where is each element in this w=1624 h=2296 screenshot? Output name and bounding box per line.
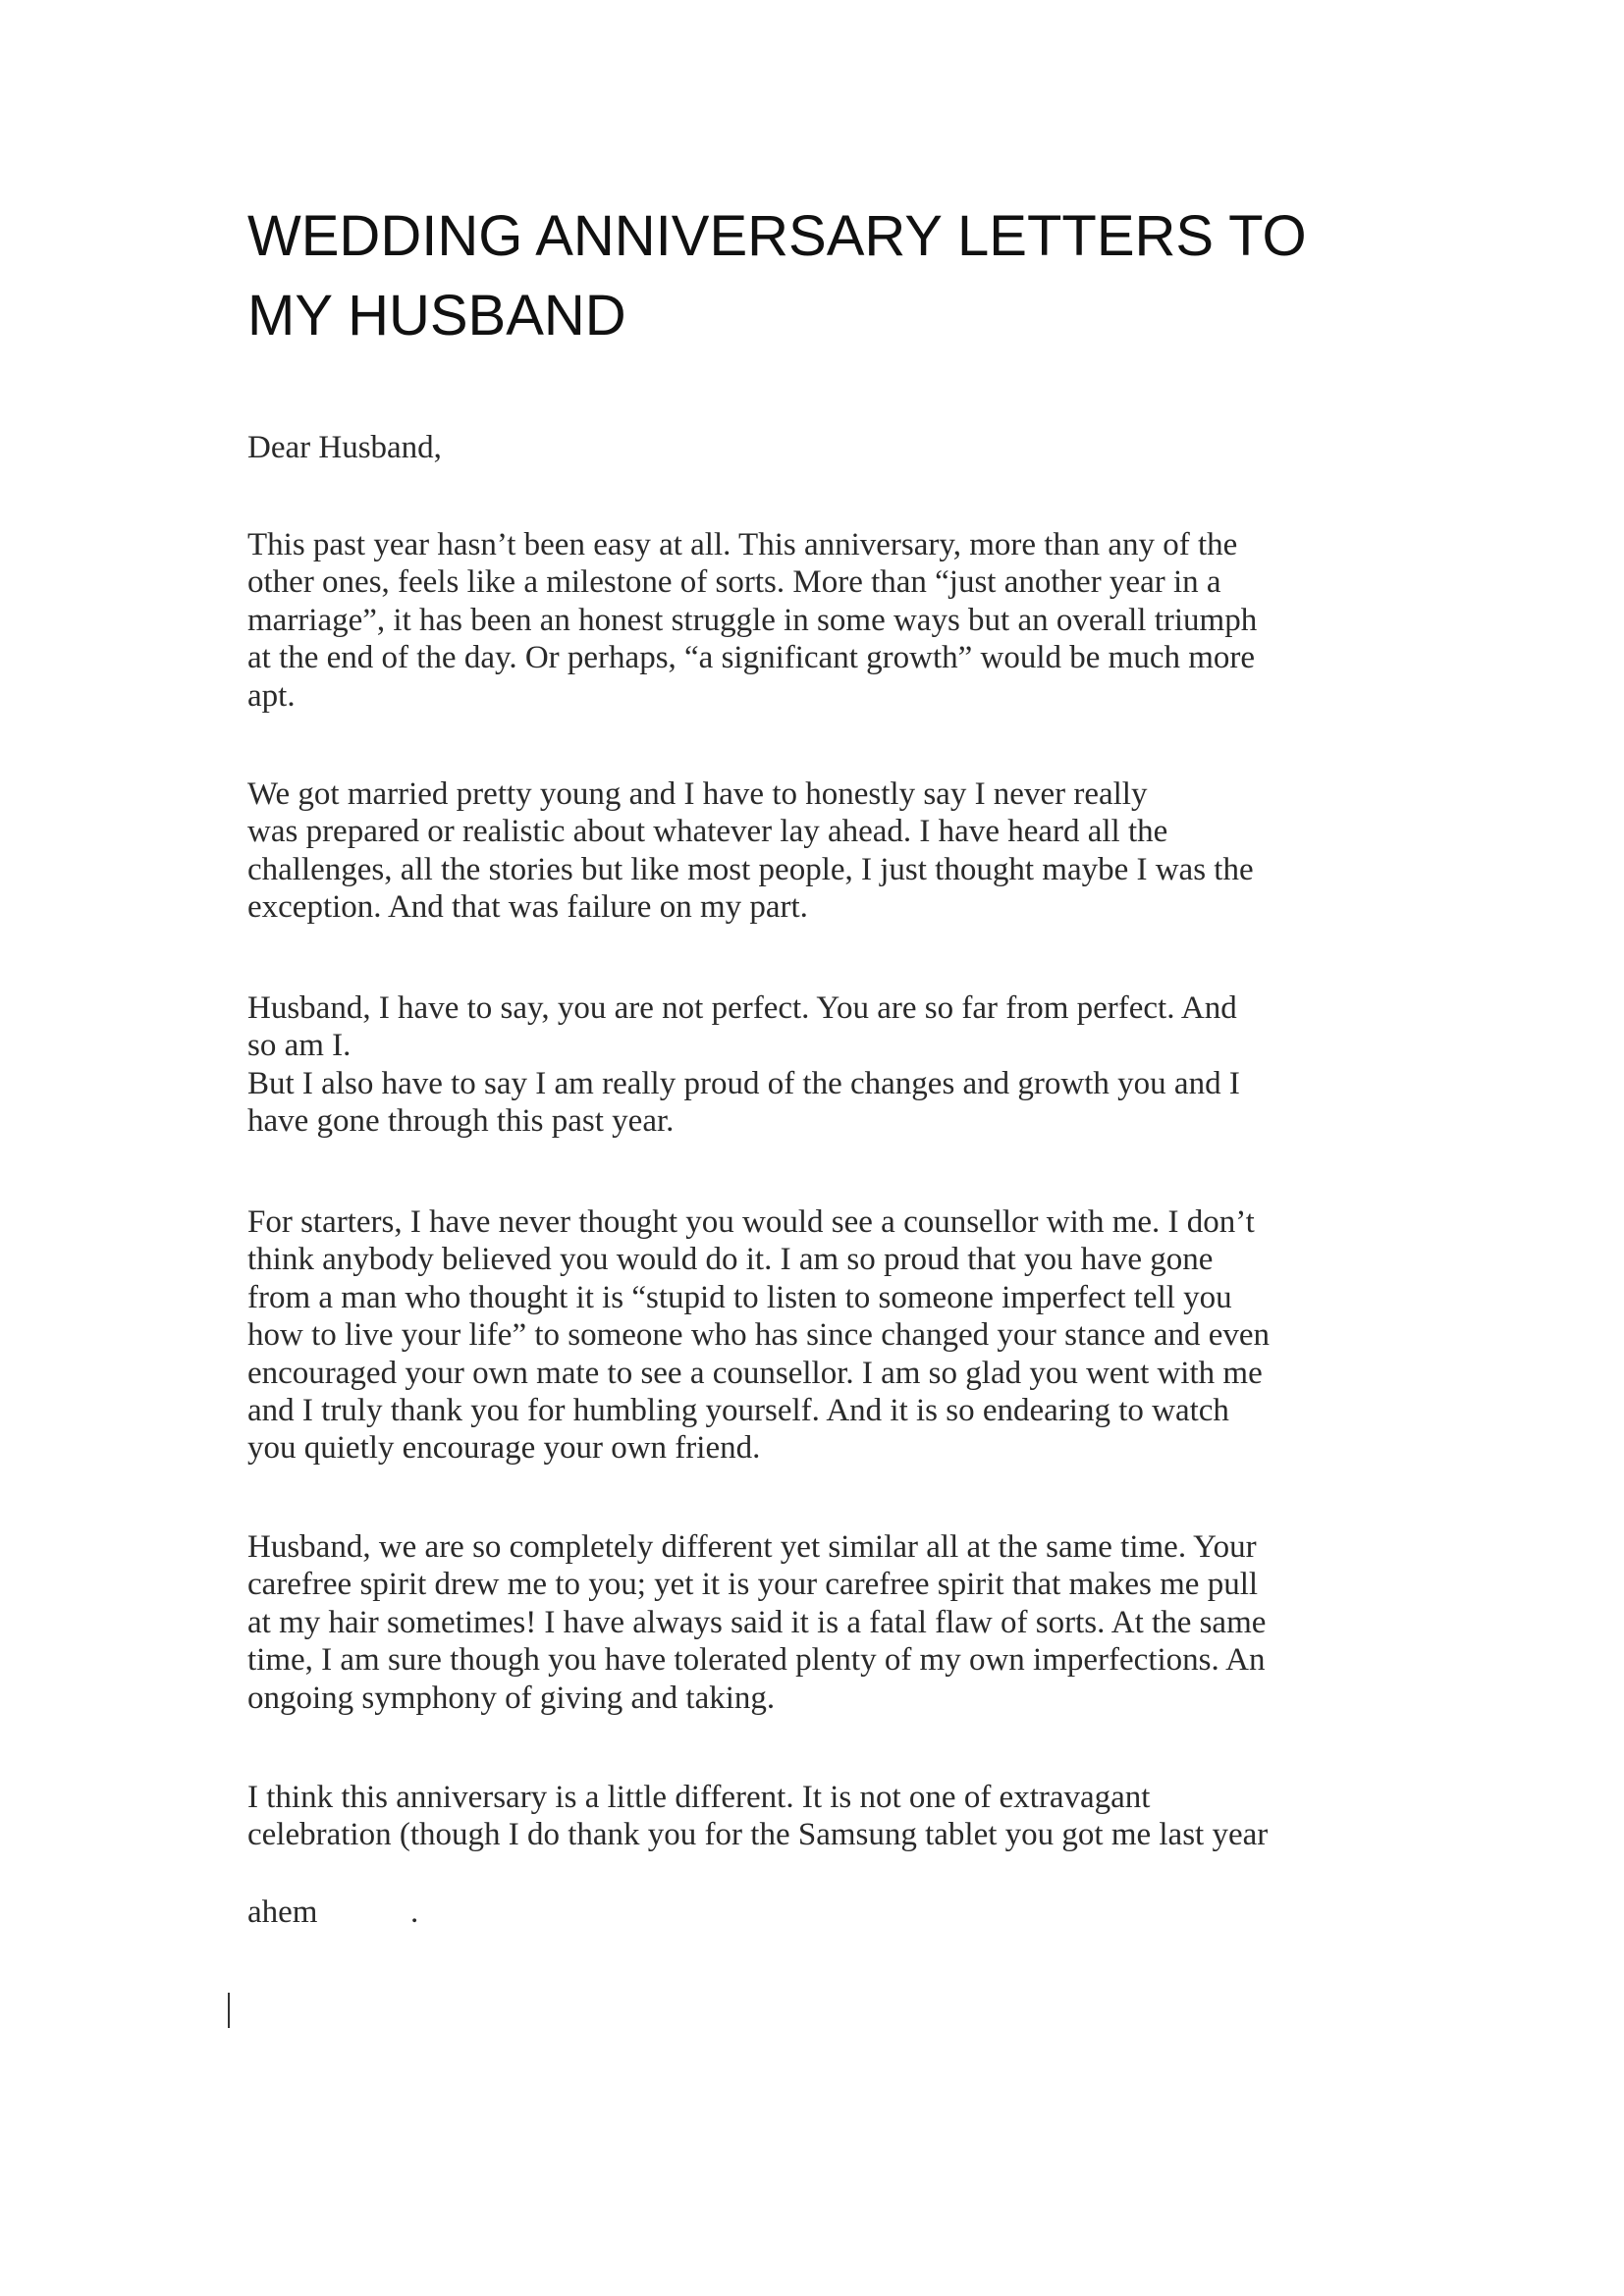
text-line: and I truly thank you for humbling yourself. And it is so endearing to watch xyxy=(247,1393,1229,1429)
trailing-line xyxy=(247,1894,419,1931)
text-line: encouraged your own mate to see a counsellor. I am so glad you went with me xyxy=(247,1355,1263,1391)
paragraph-5 xyxy=(247,1528,1266,1717)
paragraph-2 xyxy=(247,775,1254,927)
salutation-text: Dear Husband, xyxy=(247,430,442,465)
text-line: how to live your life” to someone who has since changed your stance and even xyxy=(247,1317,1271,1354)
paragraph-1 xyxy=(247,526,1257,715)
text-line: other ones, feels like a milestone of sorts. More than “just another year in a xyxy=(247,564,1221,601)
paragraph-3 xyxy=(247,989,1240,1141)
text-line: think anybody believed you would do it. I am so proud that you have gone xyxy=(247,1242,1214,1278)
text-line: Husband, I have to say, you are not perfect. You are so far from perfect. And xyxy=(247,990,1237,1026)
text-line: was prepared or realistic about whatever lay ahead. I have heard all the xyxy=(247,814,1168,850)
text-line: marriage”, it has been an honest struggle in some ways but an overall triumph xyxy=(247,602,1258,638)
paragraph-6 xyxy=(247,1779,1268,1854)
text-line: time, I am sure though you have tolerated plenty of my own imperfections. An xyxy=(247,1642,1266,1679)
text-line: ongoing symphony of giving and taking. xyxy=(247,1680,776,1716)
text-line: This past year hasn’t been easy at all. This anniversary, more than any of the xyxy=(247,527,1238,562)
paragraph-4 xyxy=(247,1203,1270,1468)
salutation xyxy=(247,429,442,466)
text-line: celebration (though I do thank you for the Samsung tablet you got me last year xyxy=(247,1817,1269,1853)
text-line: so am I. xyxy=(247,1028,352,1064)
text-line: challenges, all the stories but like most people, I just thought maybe I was the xyxy=(247,851,1254,887)
text-line: you quietly encourage your own friend. xyxy=(247,1430,761,1467)
text-cursor xyxy=(228,1993,230,2028)
document-title xyxy=(247,196,1307,355)
title-line: MY HUSBAND xyxy=(247,284,626,347)
text-line: at my hair sometimes! I have always said it is a fatal flaw of sorts. At the same xyxy=(247,1604,1267,1640)
trailing-dot: . xyxy=(410,1895,419,1930)
title-line: WEDDING ANNIVERSARY LETTERS TO xyxy=(247,204,1307,268)
text-line: apt. xyxy=(247,677,296,714)
trailing-word: ahem xyxy=(247,1895,318,1930)
text-line: have gone through this past year. xyxy=(247,1103,675,1140)
text-line: I think this anniversary is a little different. It is not one of extravagant xyxy=(247,1780,1151,1815)
text-line: from a man who thought it is “stupid to listen to someone imperfect tell you xyxy=(247,1279,1232,1315)
text-line: We got married pretty young and I have to honestly say I never really xyxy=(247,776,1148,812)
text-line: exception. And that was failure on my part. xyxy=(247,889,808,926)
text-line: at the end of the day. Or perhaps, “a significant growth” would be much more xyxy=(247,640,1256,676)
text-line: For starters, I have never thought you would see a counsellor with me. I don’t xyxy=(247,1204,1255,1240)
text-line: Husband, we are so completely different yet similar all at the same time. Your xyxy=(247,1529,1257,1565)
text-line: But I also have to say I am really proud of the changes and growth you and I xyxy=(247,1065,1240,1101)
text-line: carefree spirit drew me to you; yet it is your carefree spirit that makes me pull xyxy=(247,1567,1259,1603)
